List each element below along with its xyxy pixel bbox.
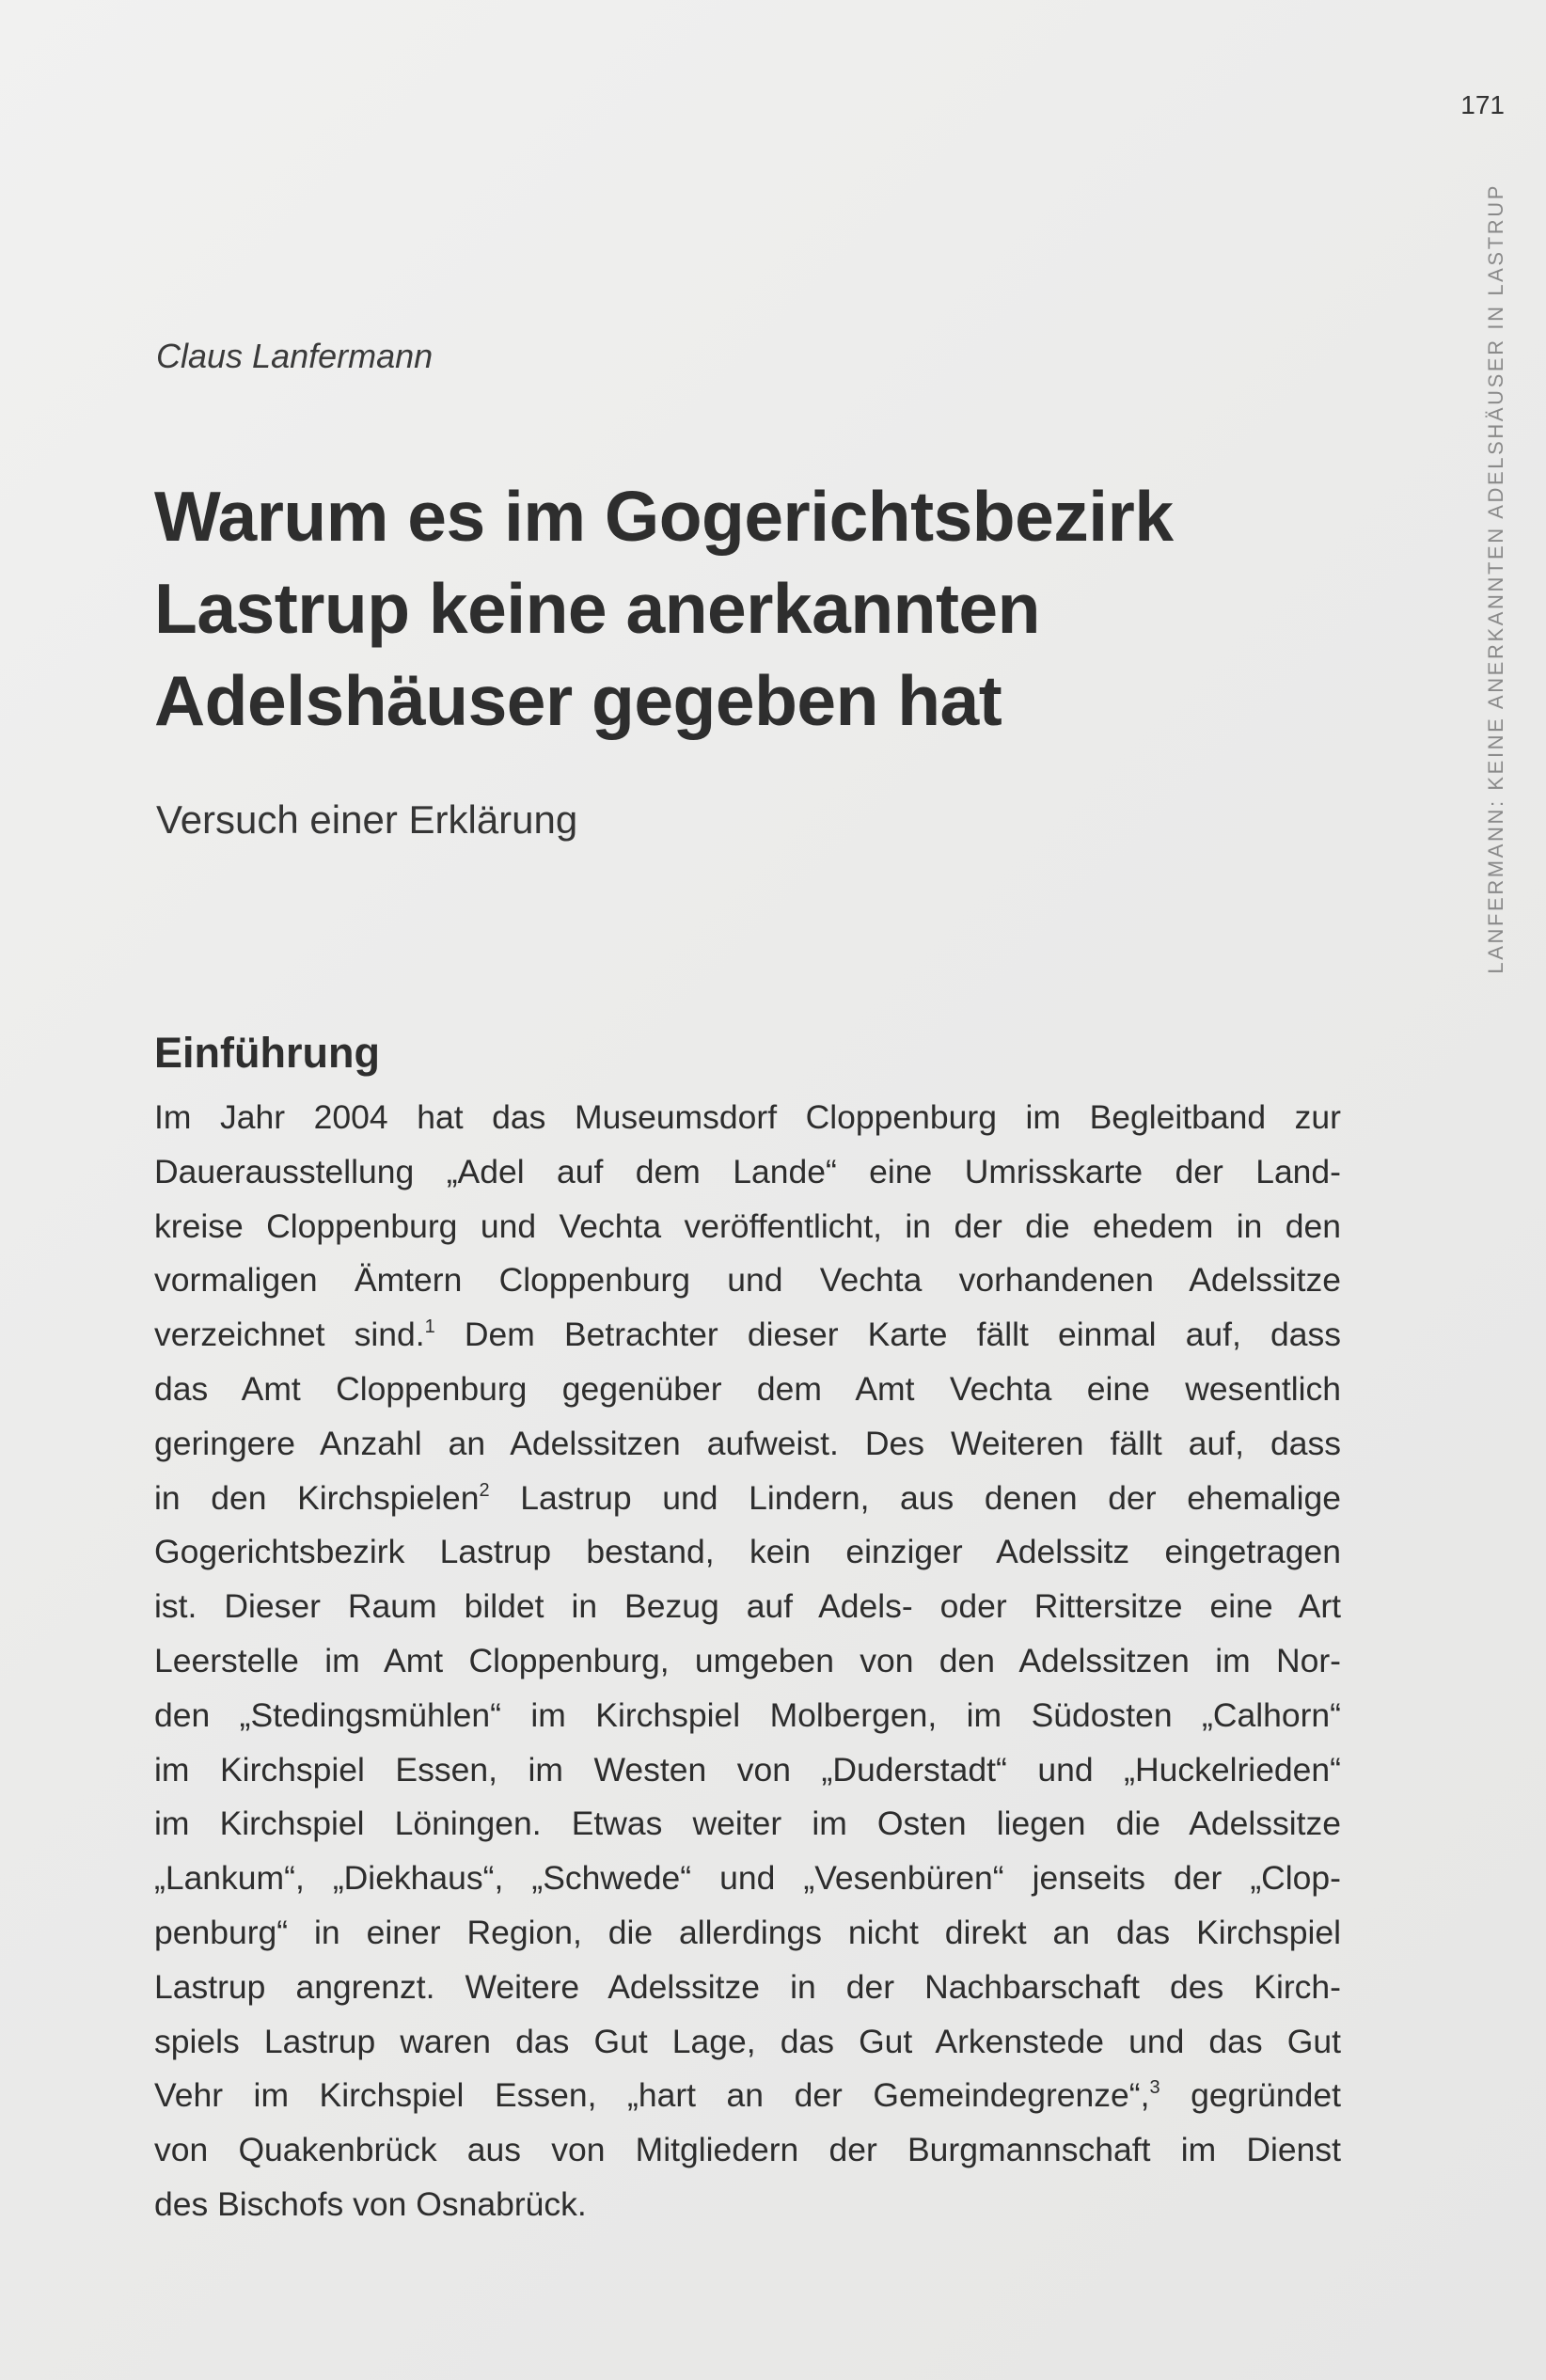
body-line — [154, 1906, 1341, 1961]
body-line — [154, 1689, 1341, 1743]
body-line — [154, 2069, 1341, 2123]
page-number: 171 — [1460, 90, 1505, 119]
body-line-text: spiels Lastrup waren das Gut Lage, das Gut Arkenstede und das Gut — [154, 2022, 1341, 2060]
body-line — [154, 1145, 1341, 1200]
body-line-text: im Kirchspiel Essen, im Westen von „Duderstadt“ und „Huckelrieden“ — [154, 1750, 1341, 1789]
body-line-text: Gogerichtsbezirk Lastrup bestand, kein einziger Adelssitz eingetragen — [154, 1533, 1341, 1571]
body-line-text: geringere Anzahl an Adelssitzen aufweist. Des Weiteren fällt auf, dass — [154, 1424, 1341, 1462]
body-line — [154, 1525, 1341, 1580]
body-line-text: Dem Betrachter dieser Karte fällt einmal auf, dass — [434, 1316, 1341, 1354]
body-line-text: in den Kirchspielen — [154, 1478, 480, 1517]
body-line-text: gegründet — [1160, 2076, 1341, 2115]
body-line — [154, 1852, 1341, 1906]
body-line — [154, 1363, 1341, 1417]
body-line-text: ist. Dieser Raum bildet in Bezug auf Adels- oder Rittersitze eine Art — [154, 1587, 1341, 1626]
body-line-text: den „Stedingsmühlen“ im Kirchspiel Molbergen, im Südosten „Calhorn“ — [154, 1695, 1341, 1734]
body-line-text: verzeichnet sind. — [154, 1316, 425, 1354]
body-line — [154, 1417, 1341, 1472]
body-line-text: „Lankum“, „Diekhaus“, „Schwede“ und „Vesenbüren“ jenseits der „Clop- — [154, 1859, 1341, 1898]
body-line — [154, 1634, 1341, 1689]
body-line — [154, 1308, 1341, 1363]
body-line-text: vormaligen Ämtern Cloppenburg und Vechta vorhandenen Adelssitze — [154, 1261, 1341, 1300]
body-line — [154, 1472, 1341, 1526]
article-title — [154, 470, 1283, 747]
author-name: Claus Lanfermann — [156, 337, 434, 375]
body-line — [154, 1200, 1341, 1254]
body-line-text: Leerstelle im Amt Cloppenburg, umgeben von den Adelssitzen im Nor- — [154, 1641, 1341, 1679]
body-line-text: kreise Cloppenburg und Vechta veröffentlicht, in der die ehedem in den — [154, 1206, 1341, 1245]
body-line-text: Lastrup angrenzt. Weitere Adelssitze in der Nachbarschaft des Kirch- — [154, 1967, 1341, 2006]
article-subtitle: Versuch einer Erklärung — [156, 797, 578, 842]
body-paragraph — [154, 1091, 1341, 2232]
body-line-text: Dauerausstellung „Adel auf dem Lande“ eine Umrisskarte der Land- — [154, 1152, 1341, 1190]
body-line — [154, 1091, 1341, 1145]
body-line — [154, 1743, 1341, 1798]
title-line: Lastrup keine anerkannten — [154, 569, 1040, 648]
body-line-text: des Bischofs von Osnabrück. — [154, 2184, 587, 2223]
body-line — [154, 1580, 1341, 1634]
body-line — [154, 2123, 1341, 2178]
title-line: Warum es im Gogerichtsbezirk — [154, 477, 1174, 556]
body-line-text: Im Jahr 2004 hat das Museumsdorf Cloppenburg im Begleitband zur — [154, 1098, 1341, 1136]
body-line — [154, 2178, 1341, 2232]
body-line-text: im Kirchspiel Löningen. Etwas weiter im Osten liegen die Adelssitze — [154, 1805, 1341, 1843]
body-line — [154, 1961, 1341, 2015]
body-line-text: das Amt Cloppenburg gegenüber dem Amt Vechta eine wesentlich — [154, 1369, 1341, 1408]
body-line — [154, 1797, 1341, 1852]
body-line-text: penburg“ in einer Region, die allerdings nicht direkt an das Kirchspiel — [154, 1913, 1341, 1951]
running-head: LANFERMANN: KEINE ANERKANNTEN ADELSHÄUSER IN LASTRUP — [1484, 183, 1507, 974]
body-line — [154, 1253, 1341, 1308]
footnote-marker: 1 — [424, 1316, 435, 1338]
body-line-text: Lastrup und Lindern, aus denen der ehemalige — [489, 1478, 1341, 1517]
body-line — [154, 2015, 1341, 2070]
body-line-text: von Quakenbrück aus von Mitgliedern der Burgmannschaft im Dienst — [154, 2131, 1341, 2169]
title-line: Adelshäuser gegeben hat — [154, 661, 1002, 740]
footnote-marker: 3 — [1149, 2077, 1160, 2099]
footnote-marker: 2 — [479, 1479, 490, 1501]
body-line-text: Vehr im Kirchspiel Essen, „hart an der Gemeindegrenze“, — [154, 2076, 1150, 2115]
section-heading: Einführung — [154, 1029, 380, 1077]
